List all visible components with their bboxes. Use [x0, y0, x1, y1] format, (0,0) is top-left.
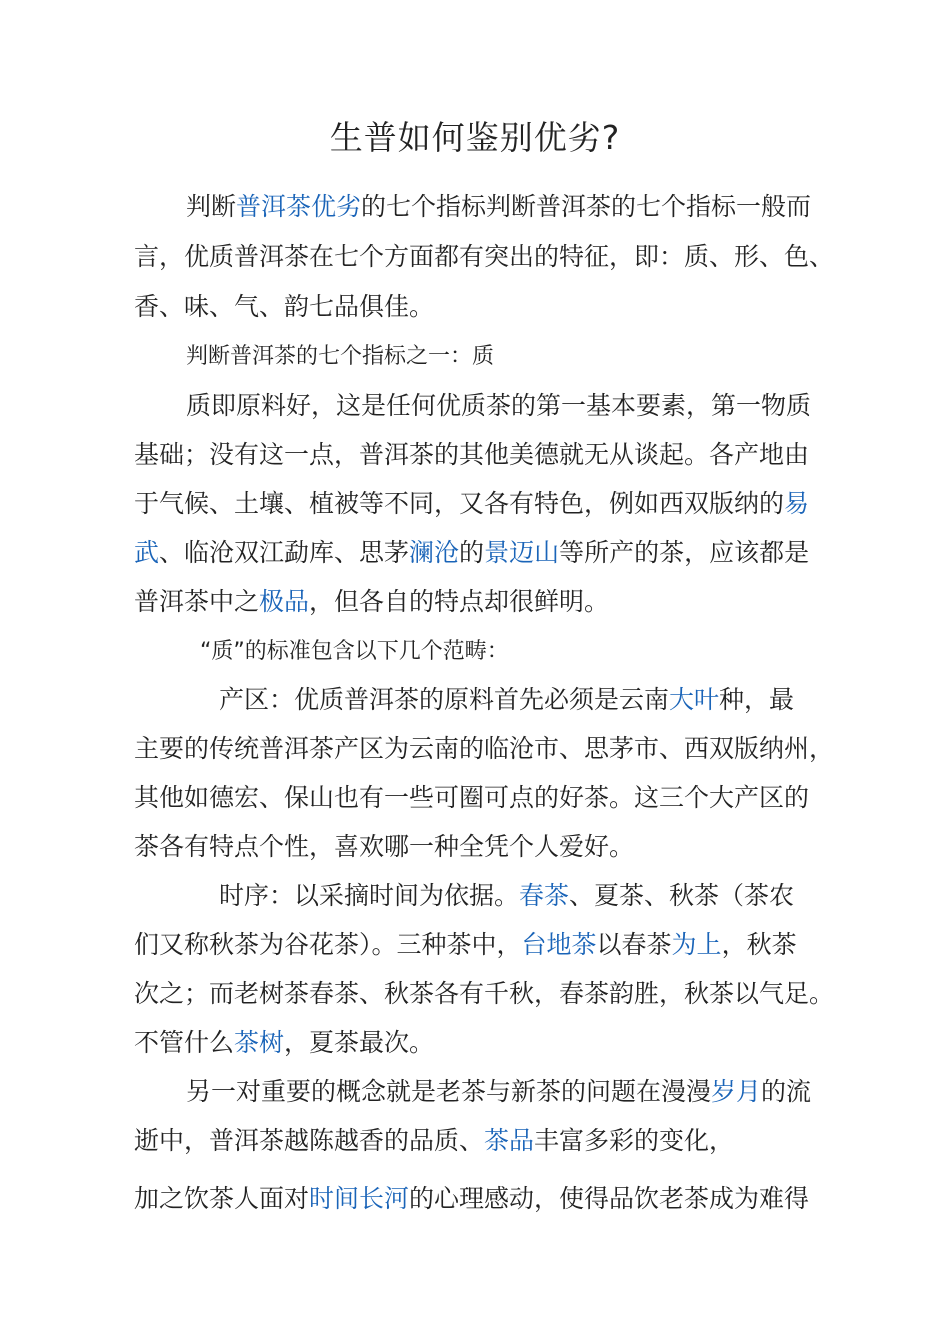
text-span: 的七个指标判断普洱茶的七个指标一般而 — [361, 192, 812, 221]
inline-link[interactable]: 岁月 — [711, 1077, 762, 1106]
text-span: 的 — [459, 538, 485, 567]
paragraph-line — [134, 780, 809, 816]
text-span: ，但各自的特点却很鲜明。 — [309, 587, 610, 616]
text-span: 主要的传统普洱茶产区为云南的临沧市、思茅市、西双版纳州， — [134, 734, 835, 763]
inline-link[interactable]: 普洱茶优劣 — [236, 192, 362, 221]
page-title: 生普如何鉴别优劣? — [329, 118, 621, 157]
text-span: 时序：以采摘时间为依据。 — [219, 881, 520, 910]
paragraph-line — [200, 634, 509, 670]
text-span: “质”的标准包含以下几个范畴： — [200, 639, 509, 664]
paragraph-line — [134, 289, 434, 325]
inline-link[interactable]: 时间长河 — [309, 1184, 410, 1213]
text-span: 于气候、土壤、植被等不同，又各有特色，例如西双版纳的 — [134, 489, 785, 518]
text-span: 的心理感动，使得品饮老茶成为难得 — [409, 1184, 810, 1213]
text-span: 种，最 — [719, 685, 795, 714]
text-span: ，秋茶 — [721, 930, 797, 959]
text-span: 、临沧双江勐库、思茅 — [159, 538, 410, 567]
inline-link[interactable]: 武 — [134, 538, 160, 567]
text-span: 基础；没有这一点，普洱茶的其他美德就无从谈起。各产地由 — [134, 440, 810, 469]
paragraph-line — [134, 1123, 734, 1159]
paragraph-line — [134, 486, 809, 522]
inline-link[interactable]: 澜沧 — [409, 538, 460, 567]
paragraph-line — [134, 437, 809, 473]
text-span: 产区：优质普洱茶的原料首先必须是云南 — [219, 685, 670, 714]
paragraph-line — [134, 1025, 434, 1061]
text-span: 不管什么 — [134, 1028, 235, 1057]
inline-link[interactable]: 为上 — [671, 930, 722, 959]
paragraph-line — [134, 535, 809, 571]
inline-link[interactable]: 极品 — [259, 587, 310, 616]
section-heading — [186, 339, 494, 375]
text-span: 言，优质普洱茶在七个方面都有突出的特征，即：质、形、色、 — [134, 242, 835, 271]
text-span: 判断普洱茶的七个指标之一：质 — [186, 344, 495, 369]
text-span: 普洱茶中之 — [134, 587, 260, 616]
text-span: 逝中，普洱茶越陈越香的品质、 — [134, 1126, 485, 1155]
paragraph-line — [186, 189, 811, 225]
text-span: 们又称秋茶为谷花茶）。三种茶中， — [134, 930, 522, 959]
inline-link[interactable]: 景迈山 — [484, 538, 560, 567]
text-span: 判断 — [186, 192, 237, 221]
text-span: 其他如德宏、保山也有一些可圈可点的好茶。这三个大产区的 — [134, 783, 810, 812]
text-span: 等所产的茶，应该都是 — [559, 538, 810, 567]
paragraph-line — [134, 239, 834, 275]
text-span: 另一对重要的概念就是老茶与新茶的问题在漫漫 — [186, 1077, 712, 1106]
inline-link[interactable]: 易 — [784, 489, 810, 518]
paragraph-line — [134, 976, 834, 1012]
text-span: 、夏茶、秋茶（茶农 — [569, 881, 795, 910]
paragraph-line — [134, 731, 834, 767]
text-span: ，夏茶最次。 — [284, 1028, 435, 1057]
paragraph-line — [134, 1181, 809, 1217]
text-span: 以春茶 — [596, 930, 672, 959]
paragraph-line — [186, 388, 811, 424]
paragraph-line — [134, 927, 797, 963]
inline-link[interactable]: 茶品 — [484, 1126, 535, 1155]
text-span: 质即原料好，这是任何优质茶的第一基本要素，第一物质 — [186, 391, 812, 420]
paragraph-line — [186, 1074, 811, 1110]
paragraph-line — [219, 682, 794, 718]
text-span: 丰富多彩的变化， — [534, 1126, 735, 1155]
text-span: 的流 — [761, 1077, 812, 1106]
paragraph-line — [134, 584, 609, 620]
text-span: 次之；而老树茶春茶、秋茶各有千秋，春茶韵胜，秋茶以气足。 — [134, 979, 835, 1008]
paragraph-line — [134, 829, 634, 865]
text-span: 茶各有特点个性，喜欢哪一种全凭个人爱好。 — [134, 832, 635, 861]
inline-link[interactable]: 台地茶 — [521, 930, 597, 959]
inline-link[interactable]: 茶树 — [234, 1028, 285, 1057]
text-span: 加之饮茶人面对 — [134, 1184, 310, 1213]
inline-link[interactable]: 大叶 — [669, 685, 720, 714]
text-span: 香、味、气、韵七品俱佳。 — [134, 292, 435, 321]
paragraph-line — [219, 878, 794, 914]
inline-link[interactable]: 春茶 — [519, 881, 570, 910]
